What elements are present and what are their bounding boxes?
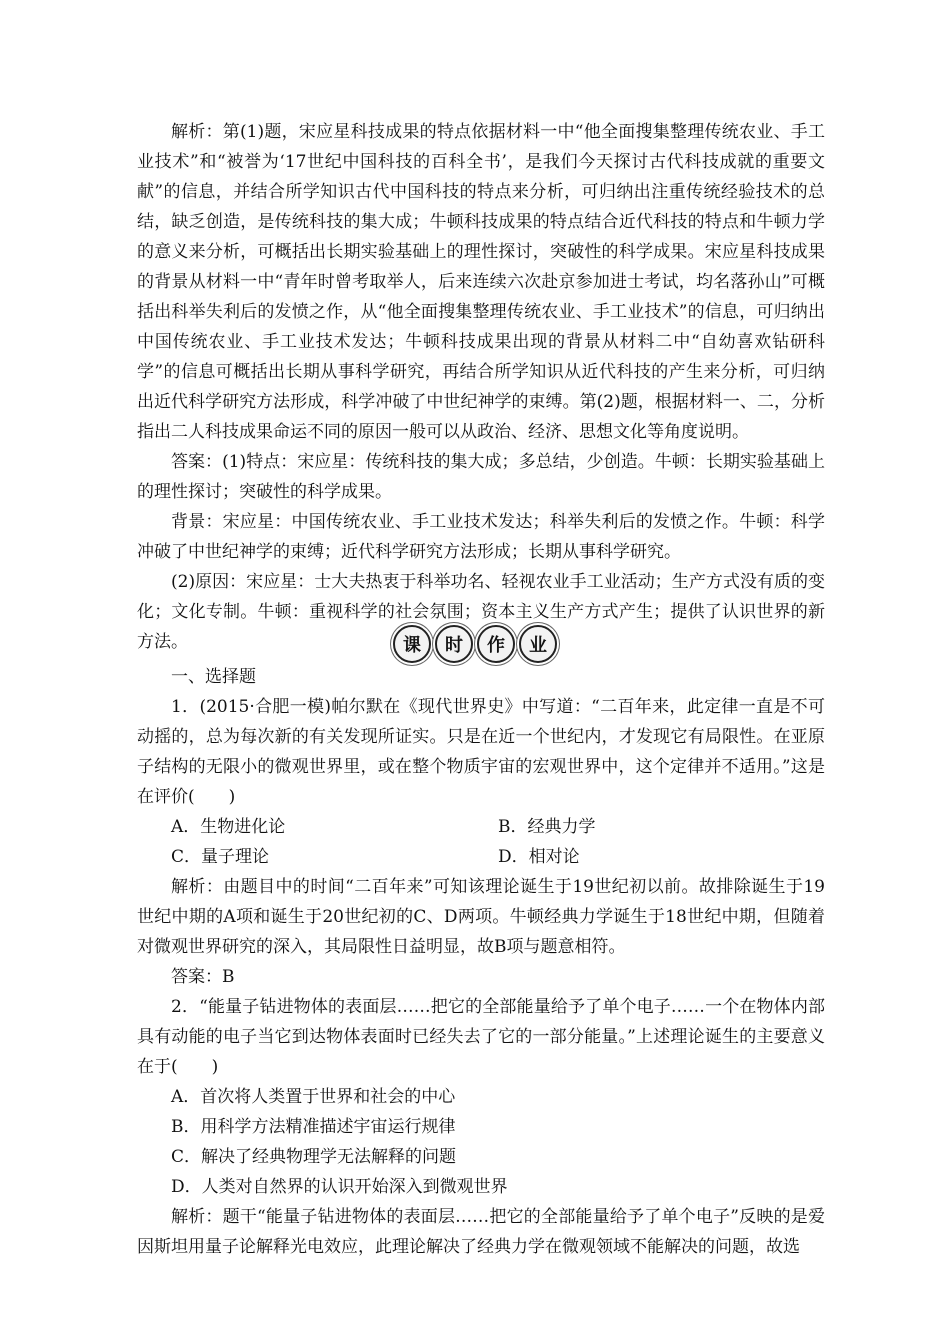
question-1-options-row-2 (137, 842, 825, 872)
option-d: D．相对论 (498, 847, 580, 867)
question-2-analysis: 解析：题干“能量子钻进物体的表面层……把它的全部能量给予了单个电子”反映的是爱因斯坦用量子论解释光电效应，此理论解决了经典力学在微观领域不能解决的问题，故选 (137, 1207, 825, 1257)
question-1-stem: 1．(2015·合肥一模)帕尔默在《现代世界史》中写道：“二百年来，此定律一直是不可动摇的，总为每次新的有关发现所证实。只是在近一个世纪内，才发现它有局限性。在亚原子结构的无限小的微观世界里，或在整个物质宇宙的宏观世界中，这个定律并不适用。”这是在评价( ) (137, 697, 825, 807)
option-b: B．经典力学 (498, 817, 596, 837)
option-c: C．解决了经典物理学无法解释的问题 (171, 1147, 457, 1167)
answer-reason-paragraph: (2)原因：宋应星：士大夫热衷于科举功名、轻视农业手工业活动；生产方式没有质的变化；文化专制。牛顿：重视科学的社会氛围；资本主义生产方式产生；提供了认识世界的新方法。 (137, 572, 825, 652)
question-1-analysis: 解析：由题目中的时间“二百年来”可知该理论诞生于19世纪初以前。故排除诞生于19世纪中期的A项和诞生于20世纪初的C、D两项。牛顿经典力学诞生于18世纪中期，但随着对微观世界研究的深入，其局限性日益明显，故B项与题意相符。 (137, 877, 825, 957)
badge-char: 作 (477, 625, 515, 663)
option-b: B．用科学方法精准描述宇宙运行规律 (171, 1117, 456, 1137)
analysis-paragraph: 解析：第(1)题，宋应星科技成果的特点依据材料一中“他全面搜集整理传统农业、手工业技术”和“被誉为‘17世纪中国科技的百科全书’，是我们今天探讨古代科技成就的重要文献”的信息，并结合所学知识古代中国科技的特点来分析，可归纳出注重传统经验技术的总结，缺乏创造，是传统科技的集大成；牛顿科技成果的特点结合近代科技的特点和牛顿力学的意义来分析，可概括出长期实验基础上的理性探讨，突破性的科学成果。宋应星科技成果的背景从材料一中“青年时曾考取举人，后来连续六次赴京参加进士考试，均名落孙山”可概括出科举失利后的发愤之作，从“他全面搜集整理传统农业、手工业技术”的信息，可归纳出中国传统农业、手工业技术发达；牛顿科技成果出现的背景从材料二中“自幼喜欢钻研科学”的信息可概括出长期从事科学研究，再结合所学知识从近代科技的产生来分析，可归纳出近代科学研究方法形成，科学冲破了中世纪神学的束缚。第(2)题，根据材料一、二，分析指出二人科技成果命运不同的原因一般可以从政治、经济、思想文化等角度说明。 (137, 122, 825, 442)
badge-char: 时 (435, 625, 473, 663)
question-1-options-row-1 (137, 812, 825, 842)
option-a: A．首次将人类置于世界和社会的中心 (171, 1087, 456, 1107)
question-2-stem: 2．“能量子钻进物体的表面层……把它的全部能量给予了单个电子……一个在物体内部具有动能的电子当它到达物体表面时已经失去了它的一部分能量。”上述理论诞生的主要意义在于( ) (137, 997, 825, 1077)
homework-badge (0, 625, 950, 663)
analysis-section (137, 117, 825, 657)
option-a: A．生物进化论 (171, 817, 286, 837)
answer-paragraph: 答案：(1)特点：宋应星：传统科技的集大成；多总结，少创造。牛顿：长期实验基础上的理性探讨；突破性的科学成果。 (137, 452, 825, 502)
badge-char: 课 (393, 625, 431, 663)
answer-background-paragraph: 背景：宋应星：中国传统农业、手工业技术发达；科举失利后的发愤之作。牛顿：科学冲破了中世纪神学的束缚；近代科学研究方法形成；长期从事科学研究。 (137, 512, 825, 562)
section-title: 一、选择题 (171, 667, 256, 687)
badge-char: 业 (519, 625, 557, 663)
option-c: C．量子理论 (171, 847, 270, 867)
option-d: D．人类对自然界的认识开始深入到微观世界 (171, 1177, 508, 1197)
question-1-answer: 答案：B (171, 967, 235, 987)
questions-section (137, 662, 825, 1262)
